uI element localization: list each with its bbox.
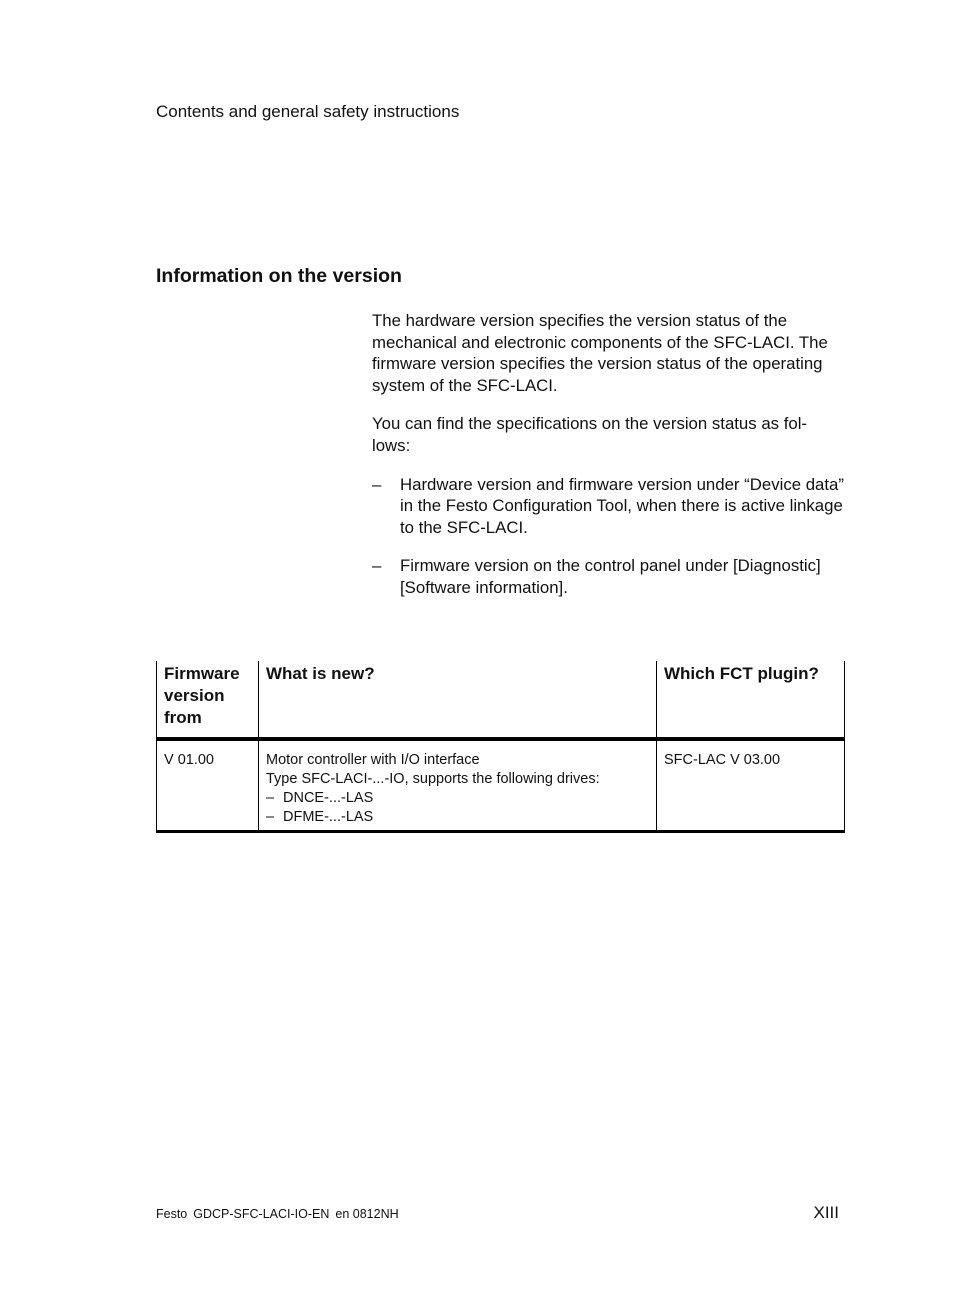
table-row bbox=[157, 739, 845, 832]
cell-line: Motor controller with I/O interface bbox=[266, 752, 480, 768]
version-table bbox=[156, 661, 845, 833]
cell-what-is-new bbox=[259, 739, 657, 832]
list-item-text: Hardware version and firmware version under “Device data” in the Festo Configuration Tool, when there is active linkage to the SFC-LACI. bbox=[400, 474, 844, 537]
dash-bullet: – bbox=[266, 790, 275, 806]
footer-document-info bbox=[156, 1206, 405, 1222]
cell-line: Type SFC-LACI-...-IO, supports the following drives: bbox=[266, 771, 600, 787]
section-body bbox=[372, 310, 847, 616]
page-number: XIII bbox=[813, 1203, 839, 1222]
drive-name: DNCE-...-LAS bbox=[283, 790, 374, 806]
version-location-list bbox=[372, 474, 847, 599]
dash-bullet: – bbox=[372, 556, 382, 576]
header-firmware-version: Firmware version from bbox=[157, 661, 259, 739]
footer-language-version: en 0812NH bbox=[335, 1207, 399, 1221]
paragraph-hardware-version: The hardware version specifies the version status of the mechanical and electronic components of the SFC-LACI. The firmware version specifies the version status of the operating system of the SFC-LACI. bbox=[372, 311, 828, 395]
footer-company: Festo bbox=[156, 1207, 188, 1221]
dash-bullet: – bbox=[266, 809, 275, 825]
dash-bullet: – bbox=[372, 474, 382, 494]
cell-fct-plugin: SFC-LAC V 03.00 bbox=[657, 739, 845, 832]
list-item-text: Firmware version on the control panel under [Diagnostic] [Software information]. bbox=[400, 556, 821, 597]
running-header: Contents and general safety instructions bbox=[156, 102, 460, 121]
drive-name: DFME-...-LAS bbox=[283, 809, 374, 825]
footer-document-id: GDCP-SFC-LACI-IO-EN bbox=[193, 1207, 330, 1221]
list-item bbox=[372, 555, 847, 598]
drive-item bbox=[266, 808, 649, 827]
cell-firmware-version: V 01.00 bbox=[157, 739, 259, 832]
header-fct-plugin: Which FCT plugin? bbox=[657, 661, 845, 739]
section-title: Information on the version bbox=[156, 265, 402, 287]
table-header-row bbox=[157, 661, 845, 739]
drive-item bbox=[266, 789, 649, 808]
list-item bbox=[372, 474, 847, 539]
paragraph-find-specifications: You can find the specifications on the version status as fol- lows: bbox=[372, 414, 808, 455]
header-what-is-new: What is new? bbox=[259, 661, 657, 739]
